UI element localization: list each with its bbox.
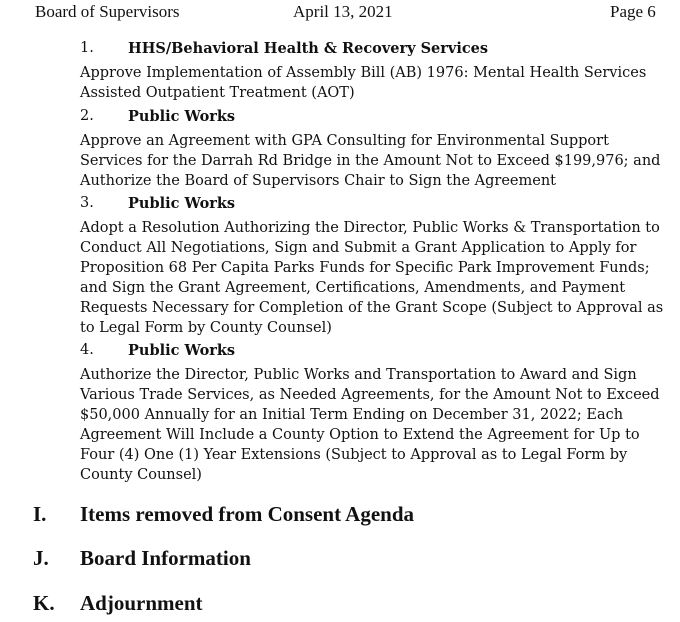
description-line: Approve Implementation of Assembly Bill (AB) 1976: Mental Health Services	[80, 65, 647, 81]
section-letter: I.	[33, 502, 47, 526]
item-number: 2.	[80, 108, 94, 124]
description-line: Agreement Will Include a County Option to Extend the Agreement for Up to	[80, 427, 640, 443]
description-line: County Counsel)	[80, 467, 202, 483]
item-title: Public Works	[128, 342, 236, 359]
section-title: Adjournment	[80, 591, 203, 615]
header-page-number: Page 6	[610, 2, 656, 21]
description-line: Approve an Agreement with GPA Consulting for Environmental Support	[80, 133, 609, 149]
header-date: April 13, 2021	[293, 2, 393, 21]
item-number: 4.	[80, 342, 94, 358]
item-title: Public Works	[128, 195, 236, 212]
section-title: Items removed from Consent Agenda	[80, 502, 415, 526]
agenda-item-description	[80, 131, 680, 191]
description-line: Authorize the Board of Supervisors Chair to Sign the Agreement	[80, 173, 556, 189]
item-number: 1.	[80, 40, 94, 56]
header-org: Board of Supervisors	[35, 2, 180, 21]
description-line: $50,000 Annually for an Initial Term Ending on December 31, 2022; Each	[80, 407, 624, 423]
description-line: to Legal Form by County Counsel)	[80, 320, 332, 336]
description-line: Authorize the Director, Public Works and Transportation to Award and Sign	[80, 367, 637, 383]
description-line: Services for the Darrah Rd Bridge in the Amount Not to Exceed $199,976; and	[80, 153, 661, 169]
description-line: Conduct All Negotiations, Sign and Submit a Grant Application to Apply for	[80, 240, 637, 256]
agenda-item-description	[80, 218, 680, 338]
section-letter: K.	[33, 591, 55, 615]
item-title: Public Works	[128, 108, 236, 125]
description-line: Assisted Outpatient Treatment (AOT)	[80, 85, 355, 101]
agenda-item-description	[80, 63, 680, 103]
description-line: Adopt a Resolution Authorizing the Director, Public Works & Transportation to	[80, 220, 660, 236]
section-letter: J.	[33, 546, 49, 570]
section-title: Board Information	[80, 546, 251, 570]
description-line: Proposition 68 Per Capita Parks Funds for Specific Park Improvement Funds;	[80, 260, 650, 276]
page-header	[0, 2, 680, 24]
item-number: 3.	[80, 195, 94, 211]
description-line: Various Trade Services, as Needed Agreements, for the Amount Not to Exceed	[80, 387, 660, 403]
agenda-item-description	[80, 365, 680, 485]
item-title: HHS/Behavioral Health & Recovery Services	[128, 40, 489, 57]
description-line: Four (4) One (1) Year Extensions (Subject to Approval as to Legal Form by	[80, 447, 628, 463]
description-line: Requests Necessary for Completion of the Grant Scope (Subject to Approval as	[80, 300, 664, 316]
description-line: and Sign the Grant Agreement, Certifications, Amendments, and Payment	[80, 280, 626, 296]
